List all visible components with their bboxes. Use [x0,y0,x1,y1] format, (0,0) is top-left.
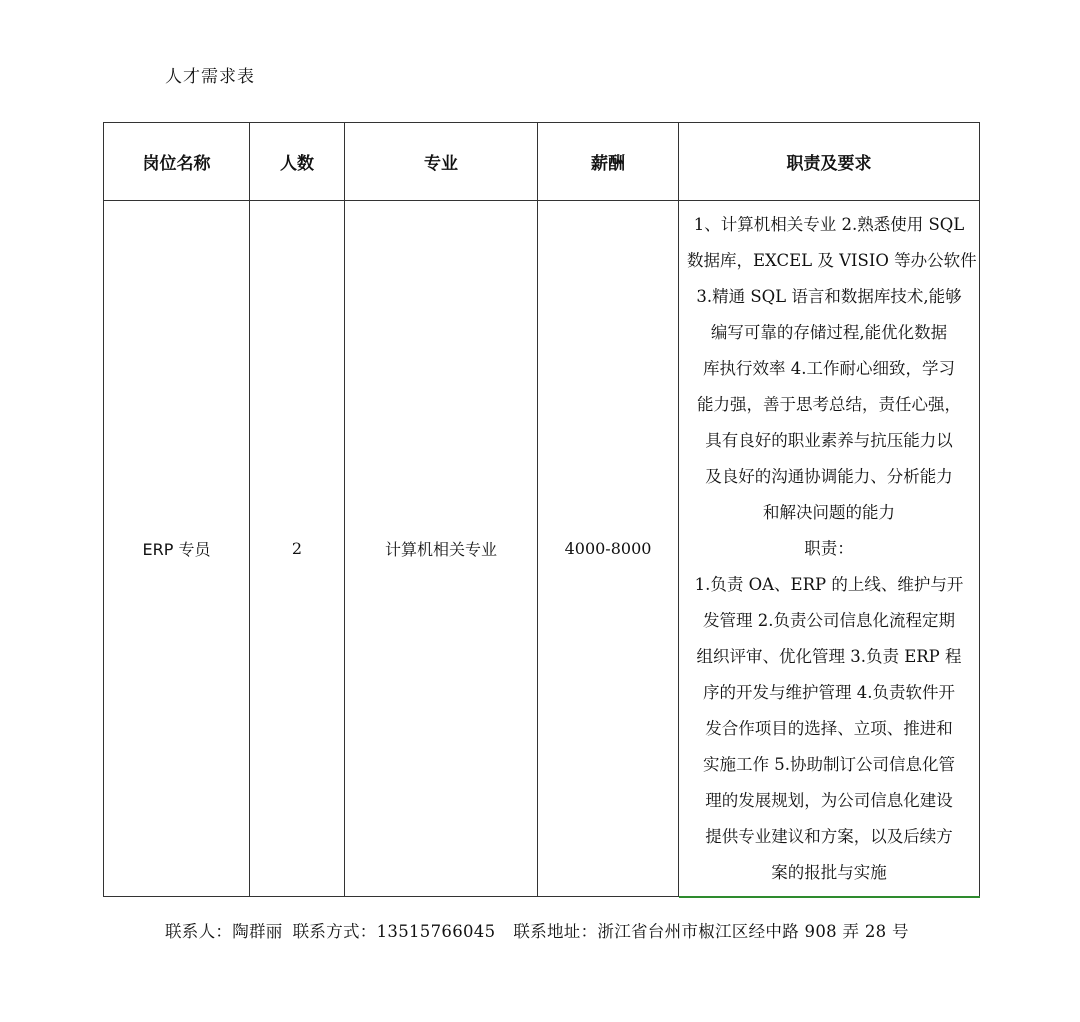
duties-line: 组织评审、优化管理 3.负责 ERP 程 [696,647,962,666]
duties-line: 序的开发与维护管理 4.负责软件开 [703,683,955,702]
table-header-row [104,123,980,201]
cell-count: 2 [250,201,345,897]
cell-salary: 4000-8000 [538,201,679,897]
duties-line: 及良好的沟通协调能力、分析能力 [705,467,953,486]
duties-line: 发管理 2.负责公司信息化流程定期 [703,611,955,630]
duties-line: 实施工作 5.协助制订公司信息化管 [703,755,955,774]
duties-line: 编写可靠的存储过程,能优化数据 [710,323,948,342]
cell-major: 计算机相关专业 [345,201,538,897]
contact-address: 联系地址：浙江省台州市椒江区经中路 908 弄 28 号 [513,922,909,941]
duties-line: 能力强，善于思考总结，责任心强， [697,395,961,414]
duties-line: 库执行效率 4.工作耐心细致，学习 [703,359,955,378]
duties-line: 和解决问题的能力 [763,503,895,522]
duties-line: 1、计算机相关专业 2.熟悉使用 SQL [693,215,965,234]
duties-line: 具有良好的职业素养与抗压能力以 [705,431,953,450]
cell-duties [679,201,980,897]
contact-phone: 联系方式：13515766045 [292,922,496,941]
header-duties: 职责及要求 [679,123,980,201]
talent-demand-table [103,122,980,897]
duties-line: 发合作项目的选择、立项、推进和 [705,719,953,738]
document-title: 人才需求表 [165,67,255,87]
table-row [104,201,980,897]
duties-heading: 职责： [804,539,854,558]
duties-line: 提供专业建议和方案，以及后续方 [705,827,953,846]
duties-line: 1.负责 OA、ERP 的上线、维护与开 [694,575,964,594]
header-count: 人数 [250,123,345,201]
header-salary: 薪酬 [538,123,679,201]
header-major: 专业 [345,123,538,201]
duties-line: 3.精通 SQL 语言和数据库技术,能够 [696,287,962,306]
duties-line: 理的发展规划，为公司信息化建设 [705,791,953,810]
green-underline [679,896,980,898]
header-position: 岗位名称 [104,123,250,201]
duties-line: 案的报批与实施 [771,863,887,882]
contact-person: 联系人：陶群丽 [165,922,283,941]
cell-position: ERP 专员 [104,201,250,897]
contact-footer [165,918,909,942]
duties-line: 数据库，EXCEL 及 VISIO 等办公软件 [687,251,977,270]
